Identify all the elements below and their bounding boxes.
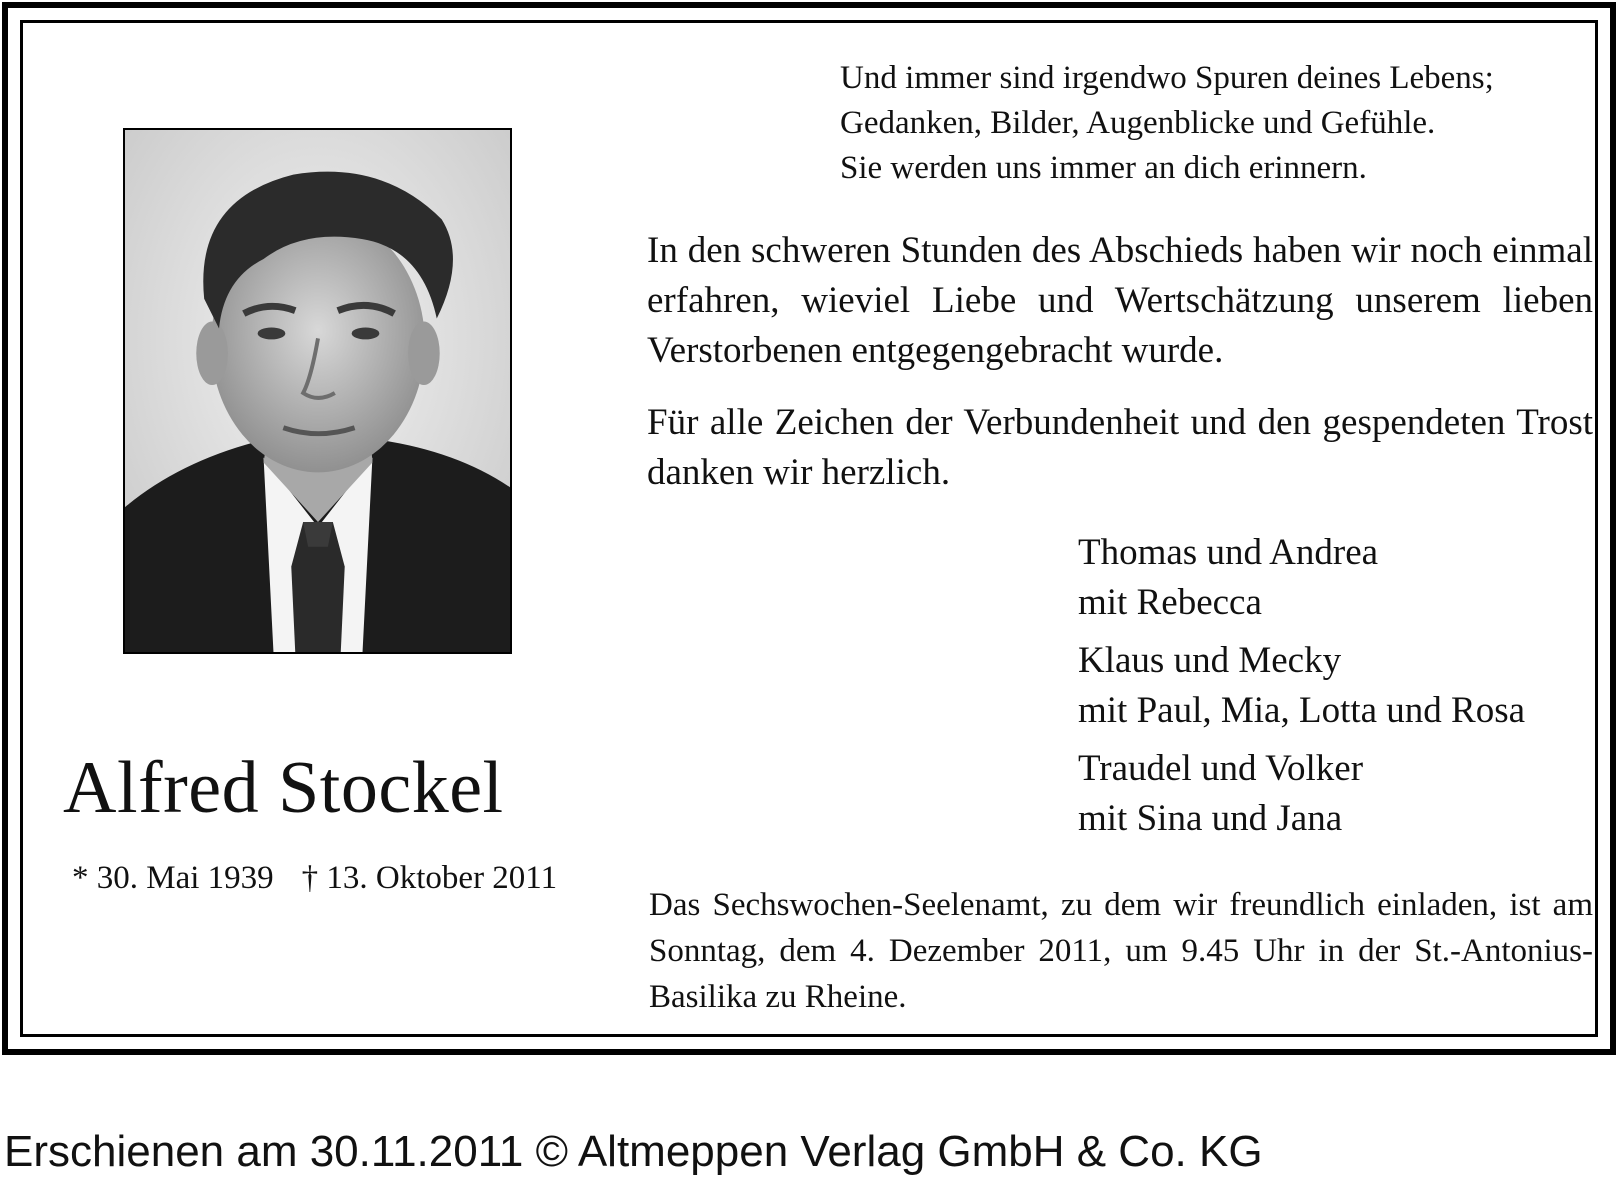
family-group xyxy=(1078,636,1525,736)
birth-date: * 30. Mai 1939 xyxy=(72,860,274,896)
family-children: mit Sina und Jana xyxy=(1078,798,1343,839)
memorial-service-announcement: Das Sechswochen-Seelenamt, zu dem wir freundlich einladen, ist am Sonntag, dem 4. Dezember 2011, um 9.45 Uhr in der St.-Antonius-Basilika zu Rheine. xyxy=(649,887,1593,1015)
obituary-notice xyxy=(2,2,1616,1055)
poem-line: Gedanken, Bilder, Augenblicke und Gefühle. xyxy=(840,105,1436,141)
family-children: mit Paul, Mia, Lotta und Rosa xyxy=(1078,690,1526,731)
poem-line: Sie werden uns immer an dich erinnern. xyxy=(840,150,1367,186)
portrait-illustration xyxy=(125,130,510,652)
thanks-paragraph-2: Für alle Zeichen der Verbundenheit und den gespendeten Trost danken wir herzlich. xyxy=(647,402,1593,493)
family-group xyxy=(1078,528,1525,628)
family-names: Traudel und Volker xyxy=(1078,748,1364,789)
portrait-photo xyxy=(123,128,512,654)
family-signatures xyxy=(1078,528,1525,852)
family-names: Thomas und Andrea xyxy=(1078,532,1379,573)
life-dates xyxy=(72,860,557,897)
poem-verse xyxy=(840,56,1494,191)
death-date: † 13. Oktober 2011 xyxy=(301,860,558,896)
family-names: Klaus und Mecky xyxy=(1078,640,1342,681)
publication-footer: Erschienen am 30.11.2011 © Altmeppen Verlag GmbH & Co. KG xyxy=(4,1127,1263,1176)
family-children: mit Rebecca xyxy=(1078,582,1262,623)
thanks-paragraph-1: In den schweren Stunden des Abschieds haben wir noch einmal erfahren, wieviel Liebe und Wertschätzung unserem lieben Verstorbenen entgegengebracht wurde. xyxy=(647,230,1593,371)
deceased-name: Alfred Stockel xyxy=(63,747,504,829)
family-group xyxy=(1078,744,1525,844)
poem-line: Und immer sind irgendwo Spuren deines Lebens; xyxy=(840,60,1494,96)
